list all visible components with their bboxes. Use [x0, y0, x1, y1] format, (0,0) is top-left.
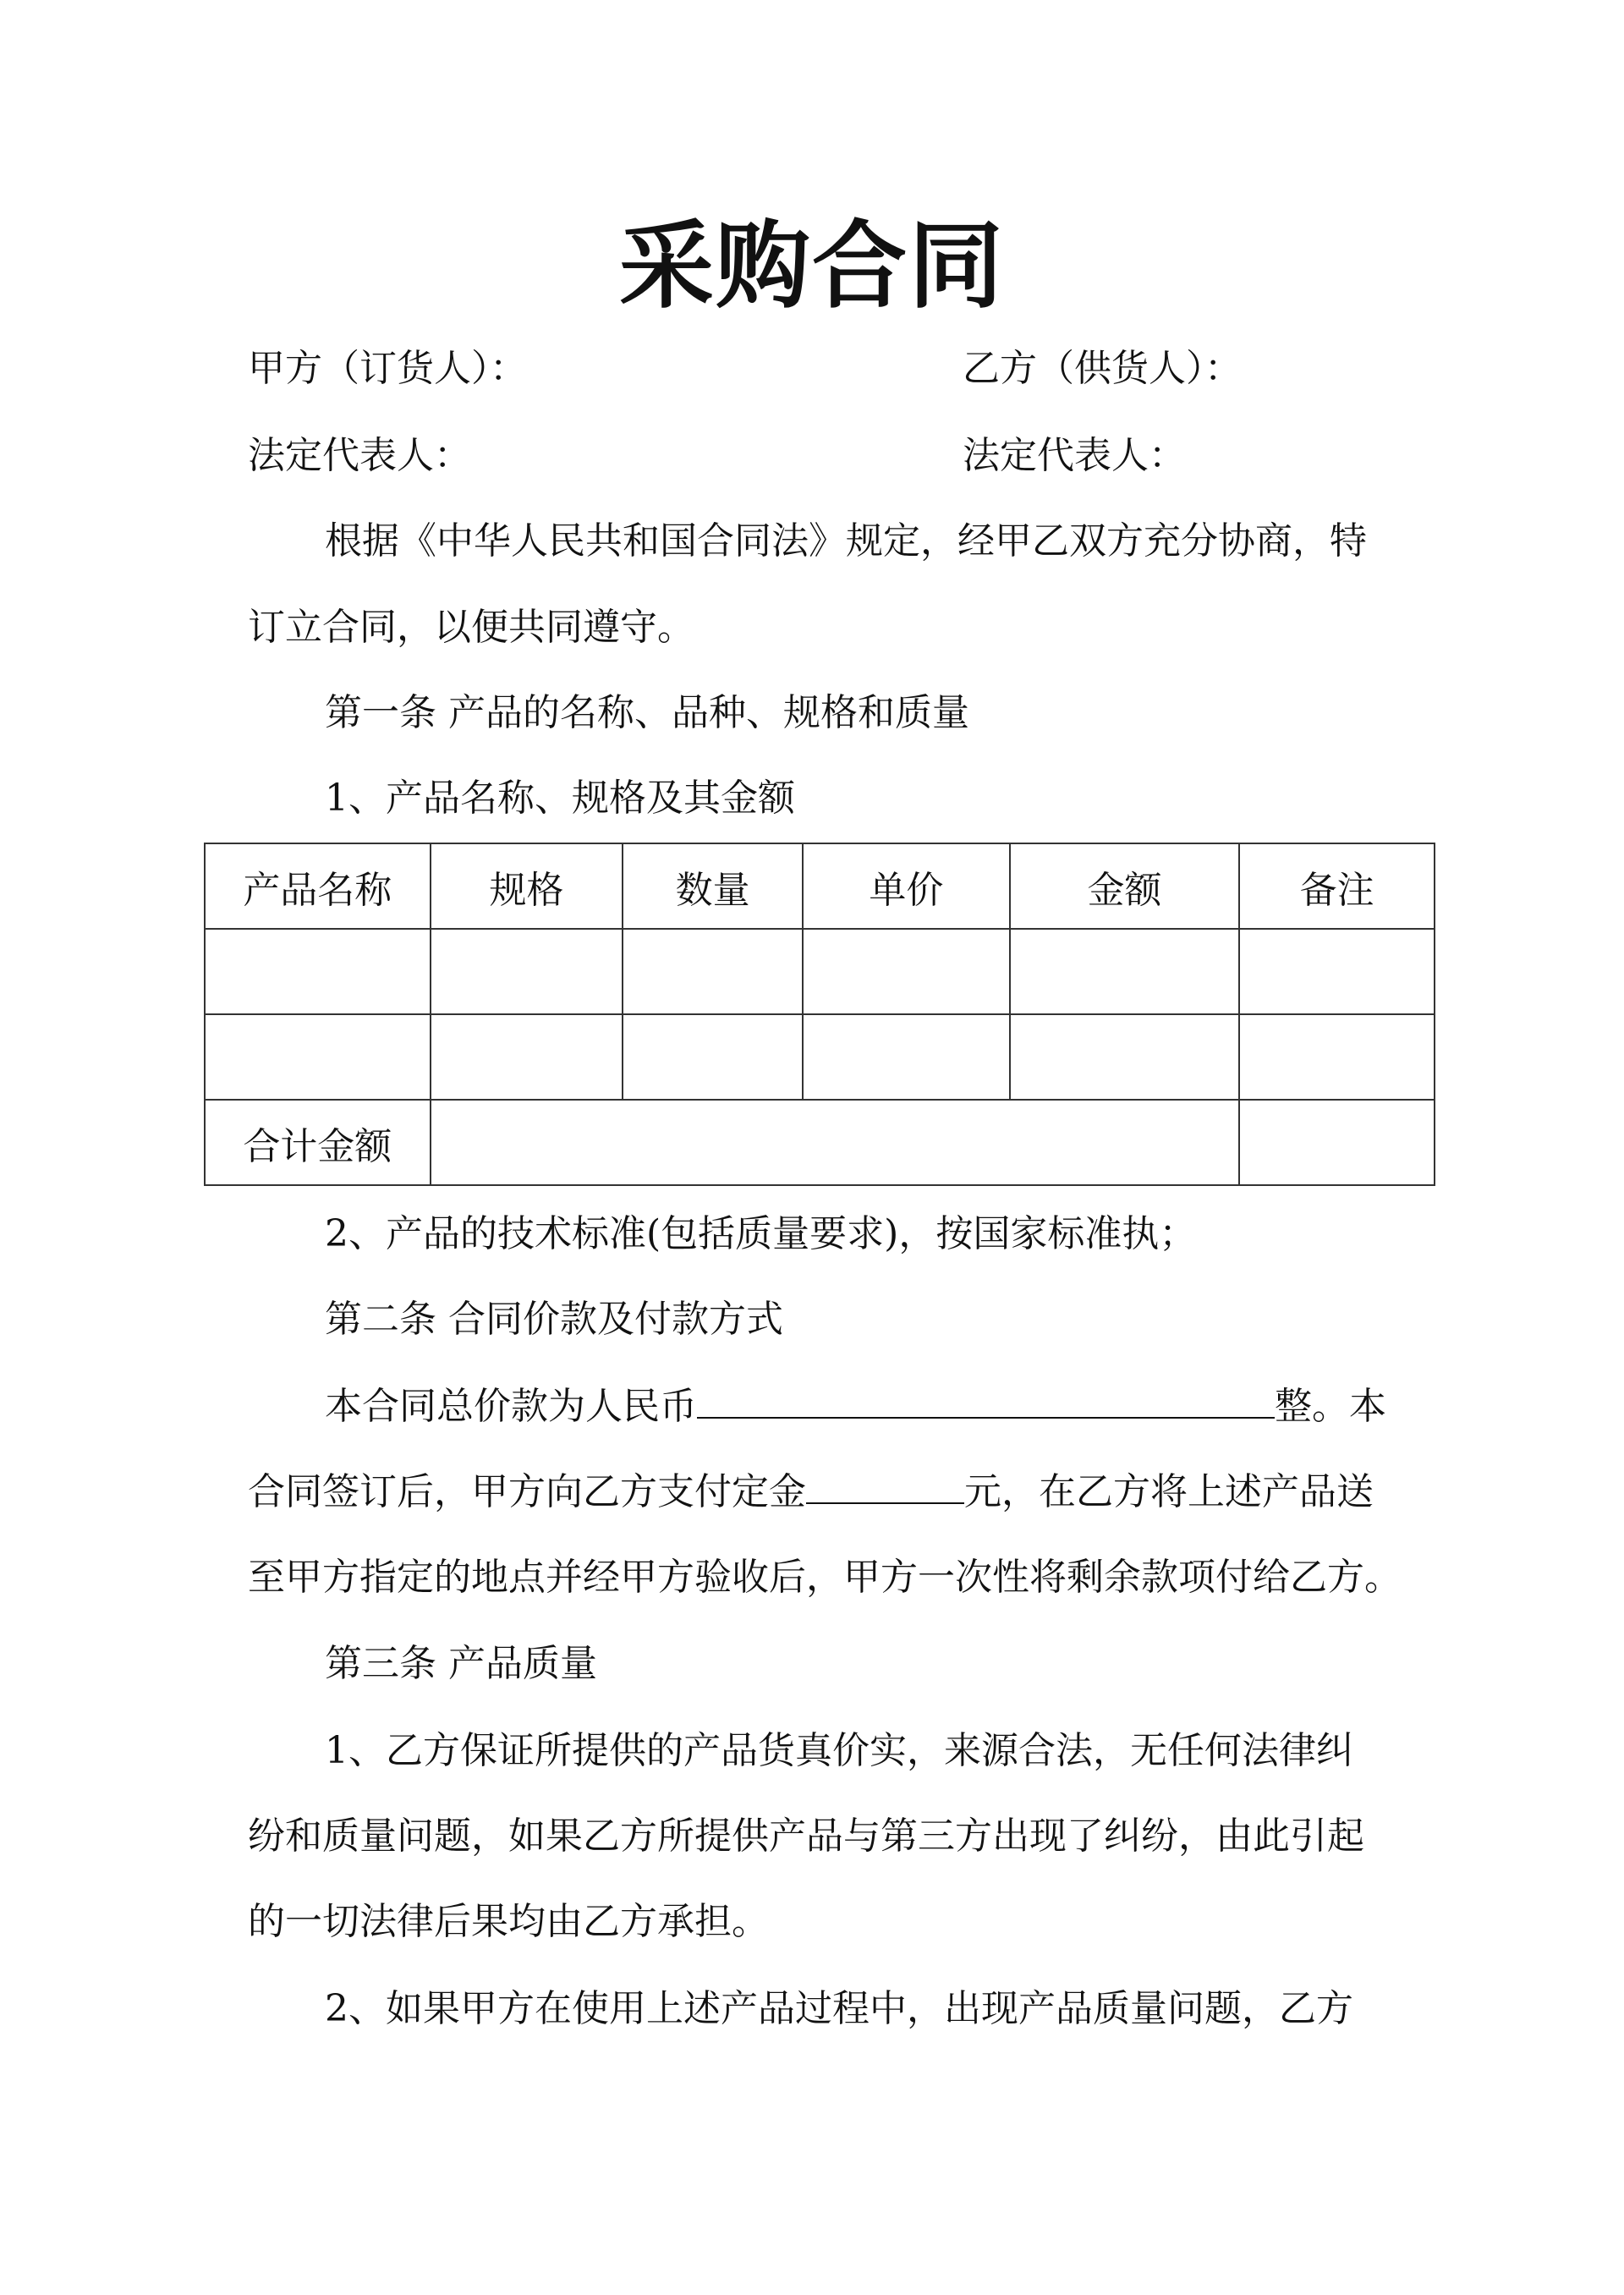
table-cell[interactable]: [1010, 1014, 1240, 1100]
table-cell[interactable]: [205, 929, 431, 1014]
table-cell[interactable]: [623, 1014, 803, 1100]
price-suffix: 整。本: [1275, 1385, 1386, 1428]
deposit-suffix: 元，在乙方将上述产品送: [964, 1470, 1374, 1513]
table-cell[interactable]: [1239, 929, 1435, 1014]
header-remarks: 备注: [1239, 843, 1435, 929]
article2-line: 至甲方指定的地点并经甲方验收后，甲方一次性将剩余款项付给乙方。: [248, 1556, 1402, 1599]
article3-p1-line: 纷和质量问题，如果乙方所提供产品与第三方出现了纠纷，由此引起: [248, 1815, 1364, 1858]
article3-p1-line: 的一切法律后果均由乙方承担。: [248, 1900, 769, 1943]
table-cell[interactable]: [803, 929, 1010, 1014]
party-a-representative: 法定代表人：: [248, 434, 471, 477]
article2-heading: 第二条 合同价款及付款方式: [325, 1298, 783, 1341]
table-header-row: [205, 843, 1435, 929]
header-product-name: 产品名称: [205, 843, 431, 929]
party-a-label: 甲方（订货人）：: [248, 347, 527, 390]
article1-item1: 1、产品名称、规格及其金额: [325, 777, 795, 820]
table-cell[interactable]: [431, 1014, 623, 1100]
total-amount-cell[interactable]: [431, 1100, 1240, 1185]
article1-item2: 2、产品的技术标准(包括质量要求)，按国家标准执；: [325, 1212, 1197, 1255]
table-cell[interactable]: [1010, 929, 1240, 1014]
article1-heading: 第一条 产品的名称、品种、规格和质量: [325, 691, 969, 734]
total-label: 合计金额: [205, 1100, 431, 1185]
header-quantity: 数量: [623, 843, 803, 929]
article2-line: [248, 1449, 1374, 1535]
article3-p2-line: 2、如果甲方在使用上述产品过程中，出现产品质量问题，乙方: [325, 1987, 1353, 2030]
table-cell[interactable]: [1239, 1014, 1435, 1100]
deposit-blank[interactable]: [806, 1474, 964, 1504]
table-row: [205, 1014, 1435, 1100]
header-spec: 规格: [431, 843, 623, 929]
article2-line: [325, 1364, 1386, 1450]
table-total-row: [205, 1100, 1435, 1185]
article3-heading: 第三条 产品质量: [325, 1642, 597, 1685]
product-table: [204, 843, 1435, 1186]
header-unit-price: 单价: [803, 843, 1010, 929]
deposit-label: 合同签订后，甲方向乙方支付定金: [248, 1470, 806, 1513]
intro-line: 根据《中华人民共和国合同法》规定，经甲乙双方充分协商，特: [325, 519, 1367, 563]
article3-p1-line: 1、乙方保证所提供的产品货真价实，来源合法，无任何法律纠: [325, 1729, 1353, 1772]
party-b-label: 乙方（供货人）：: [963, 347, 1242, 390]
header-amount: 金额: [1010, 843, 1240, 929]
table-cell[interactable]: [431, 929, 623, 1014]
table-cell[interactable]: [623, 929, 803, 1014]
document-title: 采购合同: [619, 211, 1005, 321]
party-b-representative: 法定代表人：: [963, 434, 1186, 477]
table-row: [205, 929, 1435, 1014]
total-price-blank[interactable]: [697, 1388, 1275, 1419]
price-label: 本合同总价款为人民币: [325, 1385, 697, 1428]
table-cell[interactable]: [205, 1014, 431, 1100]
table-cell[interactable]: [803, 1014, 1010, 1100]
table-cell[interactable]: [1239, 1100, 1435, 1185]
intro-line: 订立合同，以便共同遵守。: [248, 606, 694, 649]
